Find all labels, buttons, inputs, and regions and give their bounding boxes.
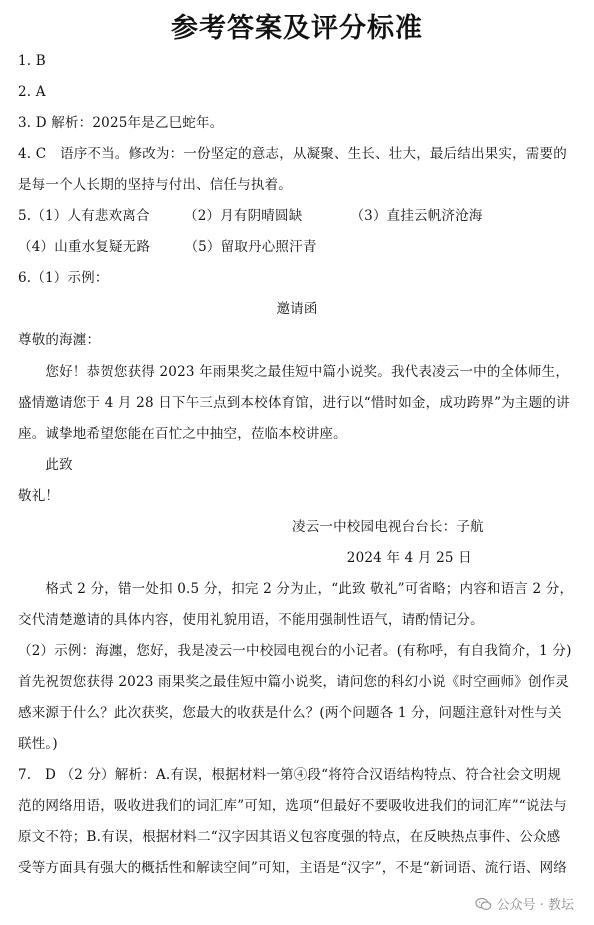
letter-body-2: 盛情邀请您于 4 月 28 日下午三点到本校体育馆，进行以“惜时如金，成功跨界”为主题的讲 (18, 395, 570, 411)
letter-body-3: 座。诚挚地希望您能在百忙之中抽空，莅临本校讲座。 (18, 426, 347, 442)
letter-date: 2024 年 4 月 25 日 (18, 550, 472, 566)
wechat-icon (475, 897, 492, 911)
scoring-note-2: 交代清楚邀请的具体内容，使用礼貌用语，不能用强制性语气，请酌情记分。 (18, 612, 484, 628)
letter-closing-1: 此致 (18, 457, 73, 473)
letter-title: 邀请函 (276, 301, 318, 317)
scoring-note-1: 格式 2 分，错一处扣 0.5 分，扣完 2 分为止，“此致 敬礼”可省略；内容和语言 2 分， (18, 581, 574, 597)
answer-6-heading: 6.（1）示例： (18, 270, 109, 286)
answer-6-2-line-4: 联性。) (18, 736, 58, 752)
answer-7-line-4: 受等方面具有强大的概括性和解读空间”可知，主语是“汉字”，不是“新词语、流行语、网络 (18, 860, 568, 876)
answer-4-line-2: 是每一个人长期的坚持与付出、信任与执着。 (18, 177, 292, 193)
answer-6-2-line-1: （2）示例：海瀍，您好，我是凌云一中校园电视台的小记者。(有称呼，有自我简介，1 分) (18, 643, 572, 659)
letter-signature: 凌云一中校园电视台台长：子航 (18, 519, 484, 535)
answer-5-line-2: （4）山重水复疑无路 （5）留取丹心照汗青 (18, 239, 317, 255)
watermark-text: 公众号 · 教坛 (496, 898, 574, 913)
answer-7-line-2: 范的网络用语，吸收进我们的词汇库”可知，选项“但最好不要吸收进我们的词汇库”“说法与 (18, 798, 568, 814)
answer-4-line-1: 4. C 语序不当。修改为：一份坚定的意志，从凝聚、生长、壮大，最后结出果实，需要的 (18, 146, 567, 162)
answer-5-line-1: 5.（1）人有悲欢离合 （2）月有阴晴圆缺 （3）直挂云帆济沧海 (18, 208, 483, 224)
letter-salutation: 尊敬的海瀍： (18, 332, 101, 348)
letter-closing-2: 敬礼！ (18, 488, 60, 504)
answer-3: 3. D 解析：2025年是乙巳蛇年。 (18, 115, 224, 131)
letter-body-1: 您好！恭贺您获得 2023 年雨果奖之最佳短中篇小说奖。我代表凌云一中的全体师生， (18, 364, 570, 380)
answer-6-2-line-2: 首先祝贺您获得 2023 雨果奖之最佳短中篇小说奖，请问您的科幻小说《时空画师》创作灵 (18, 674, 570, 690)
answer-7-line-1: 7. D （2 分）解析：A.有误，根据材料一第④段“将符合汉语结构特点、符合社会文明规 (18, 767, 562, 783)
answer-6-2-line-3: 感来源于什么？此次获奖，您最大的收获是什么？(两个问题各 1 分，问题注意针对性与关 (18, 705, 562, 721)
answer-1: 1. B (18, 53, 46, 69)
document-title: 参考答案及评分标准 (171, 13, 423, 44)
answer-2: 2. A (18, 84, 46, 100)
wechat-watermark (475, 894, 574, 913)
answer-7-line-3: 原文不符；B.有误，根据材料二“汉字因其语义包容度强的特点，在反映热点事件、公众感 (18, 829, 561, 845)
